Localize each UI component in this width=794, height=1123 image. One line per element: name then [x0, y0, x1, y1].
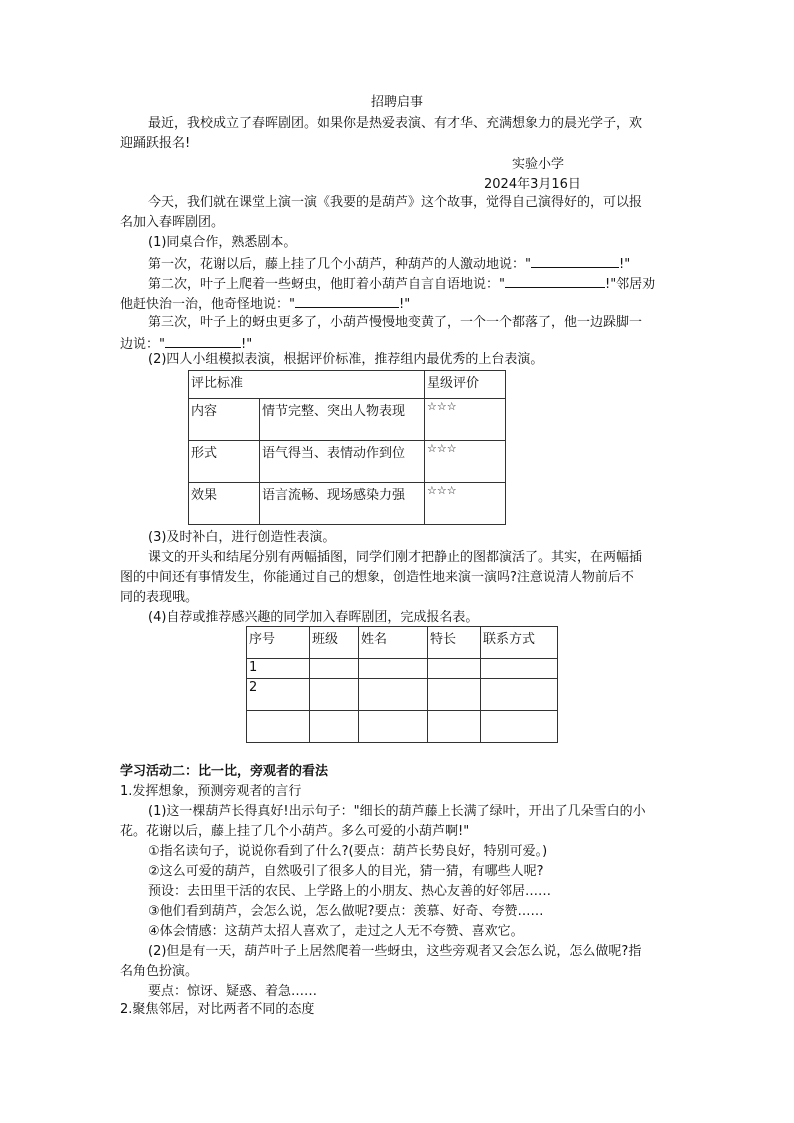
signup-header: 联系方式: [481, 627, 558, 659]
notice-date: 2024年3月16日: [484, 177, 581, 192]
signup-cell[interactable]: [359, 659, 428, 679]
signup-cell[interactable]: [310, 659, 359, 679]
activity2-points: 要点：惊讶、疑惑、着急……: [148, 984, 318, 999]
notice-line-1: 最近，我校成立了春晖剧团。如果你是热爱表演、有才华、充满想象力的晨光学子，欢: [148, 116, 643, 131]
step2-heading: (2)四人小组模拟表演，根据评价标准，推荐组内最优秀的上台表演。: [148, 352, 544, 367]
activity2-heading: 学习活动二：比一比，旁观者的看法: [120, 764, 329, 779]
step1-third-end: !": [240, 337, 253, 352]
signup-cell[interactable]: [481, 679, 558, 711]
rating-header-stars: 星级评价: [425, 371, 506, 399]
step1-second-text-2: 他赶快治一治，他奇怪地说：": [120, 297, 295, 312]
step3-line-1: 课文的开头和结尾分别有两幅插图，同学们刚才把静止的图都演活了。其实，在两幅插: [148, 550, 643, 565]
activity2-item-2: 2.聚焦邻居，对比两者不同的态度: [120, 1002, 315, 1017]
signup-cell[interactable]: [310, 711, 359, 743]
rating-desc: 语言流畅、现场感染力强: [260, 483, 425, 525]
step1-second-line-2: [120, 293, 410, 315]
rating-aspect: 效果: [189, 483, 260, 525]
answer-blank-3[interactable]: [295, 293, 399, 308]
rating-desc: 语气得当、表情动作到位: [260, 441, 425, 483]
signup-table: [246, 626, 558, 743]
signup-header: 班级: [310, 627, 359, 659]
step3-line-3: 同的表现哦。: [120, 590, 199, 605]
signup-cell[interactable]: [359, 679, 428, 711]
step1-second-end: !"邻居劝: [604, 277, 656, 292]
step1-second-text: 第二次，叶子上爬着一些蚜虫，他盯着小葫芦自言自语地说：": [148, 277, 505, 292]
step3-line-2: 图的中间还有事情发生，你能通过自己的想象，创造性地来演一演吗?注意说清人物前后不: [120, 570, 634, 585]
intro-line-2: 名加入春晖剧团。: [120, 215, 225, 230]
step1-first-text: 第一次，花谢以后，藤上挂了几个小葫芦，种葫芦的人激动地说：": [148, 257, 531, 272]
signup-cell[interactable]: [428, 659, 481, 679]
activity2-c1: ①指名读句子，说说你看到了什么?(要点：葫芦长势良好，特别可爱。): [148, 844, 548, 859]
signup-cell[interactable]: [310, 679, 359, 711]
step1-first-line: [148, 253, 630, 275]
answer-blank-4[interactable]: [165, 333, 241, 348]
answer-blank-2[interactable]: [505, 273, 605, 288]
step3-heading: (3)及时补白，进行创造性表演。: [148, 530, 336, 545]
star-rating[interactable]: ☆☆☆: [425, 399, 506, 441]
signup-cell: [247, 711, 310, 743]
signup-cell[interactable]: [359, 711, 428, 743]
signup-cell[interactable]: [481, 711, 558, 743]
star-rating[interactable]: ☆☆☆: [425, 441, 506, 483]
signup-cell: 1: [247, 659, 310, 679]
activity2-q1-line-2: 花。花谢以后，藤上挂了几个小葫芦。多么可爱的小葫芦啊!": [120, 824, 470, 839]
activity2-q2-line-1: (2)但是有一天，葫芦叶子上居然爬着一些蚜虫，这些旁观者又会怎么说，怎么做呢?指: [148, 944, 642, 959]
rating-header-criteria: 评比标准: [189, 371, 425, 399]
activity2-c4: ④体会情感：这葫芦太招人喜欢了，走过之人无不夸赞、喜欢它。: [148, 924, 524, 939]
signup-cell: 2: [247, 679, 310, 711]
activity2-preset: 预设：去田里干活的农民、上学路上的小朋友、热心友善的好邻居……: [148, 884, 552, 899]
rating-aspect: 形式: [189, 441, 260, 483]
signup-cell[interactable]: [428, 711, 481, 743]
signup-cell[interactable]: [481, 659, 558, 679]
step4-heading: (4)自荐或推荐感兴趣的同学加入春晖剧团，完成报名表。: [148, 610, 479, 625]
notice-school: 实验小学: [512, 157, 565, 172]
signup-header: 序号: [247, 627, 310, 659]
rating-desc: 情节完整、突出人物表现: [260, 399, 425, 441]
activity2-c2: ②这么可爱的葫芦，自然吸引了很多人的目光，猜一猜，有哪些人呢?: [148, 864, 544, 879]
notice-line-2: 迎踊跃报名!: [120, 136, 191, 151]
signup-cell[interactable]: [428, 679, 481, 711]
rating-aspect: 内容: [189, 399, 260, 441]
answer-blank-1[interactable]: [531, 253, 619, 268]
activity2-c3: ③他们看到葫芦，会怎么说，怎么做呢?要点：羡慕、好奇、夸赞……: [148, 904, 544, 919]
step1-third-text-2: 边说：": [120, 337, 165, 352]
signup-header: 姓名: [359, 627, 428, 659]
activity2-q2-line-2: 名角色扮演。: [120, 964, 199, 979]
star-rating[interactable]: ☆☆☆: [425, 483, 506, 525]
signup-header: 特长: [428, 627, 481, 659]
activity2-item-1: 1.发挥想象，预测旁观者的言行: [120, 784, 302, 799]
step1-heading: (1)同桌合作，熟悉剧本。: [148, 235, 297, 250]
rating-table: [188, 370, 506, 525]
activity2-q1-line-1: (1)这一棵葫芦长得真好!出示句子："细长的葫芦藤上长满了绿叶，开出了几朵雪白的小: [148, 804, 646, 819]
step1-first-end: !": [618, 257, 631, 272]
step1-second-end-2: !": [398, 297, 411, 312]
intro-line-1: 今天，我们就在课堂上演一演《我要的是葫芦》这个故事，觉得自己演得好的，可以报: [148, 195, 643, 210]
step1-third-line: 第三次，叶子上的蚜虫更多了，小葫芦慢慢地变黄了，一个一个都落了，他一边跺脚一: [148, 315, 643, 330]
page-title: 招聘启事: [370, 95, 423, 110]
step1-second-line: [148, 273, 655, 295]
